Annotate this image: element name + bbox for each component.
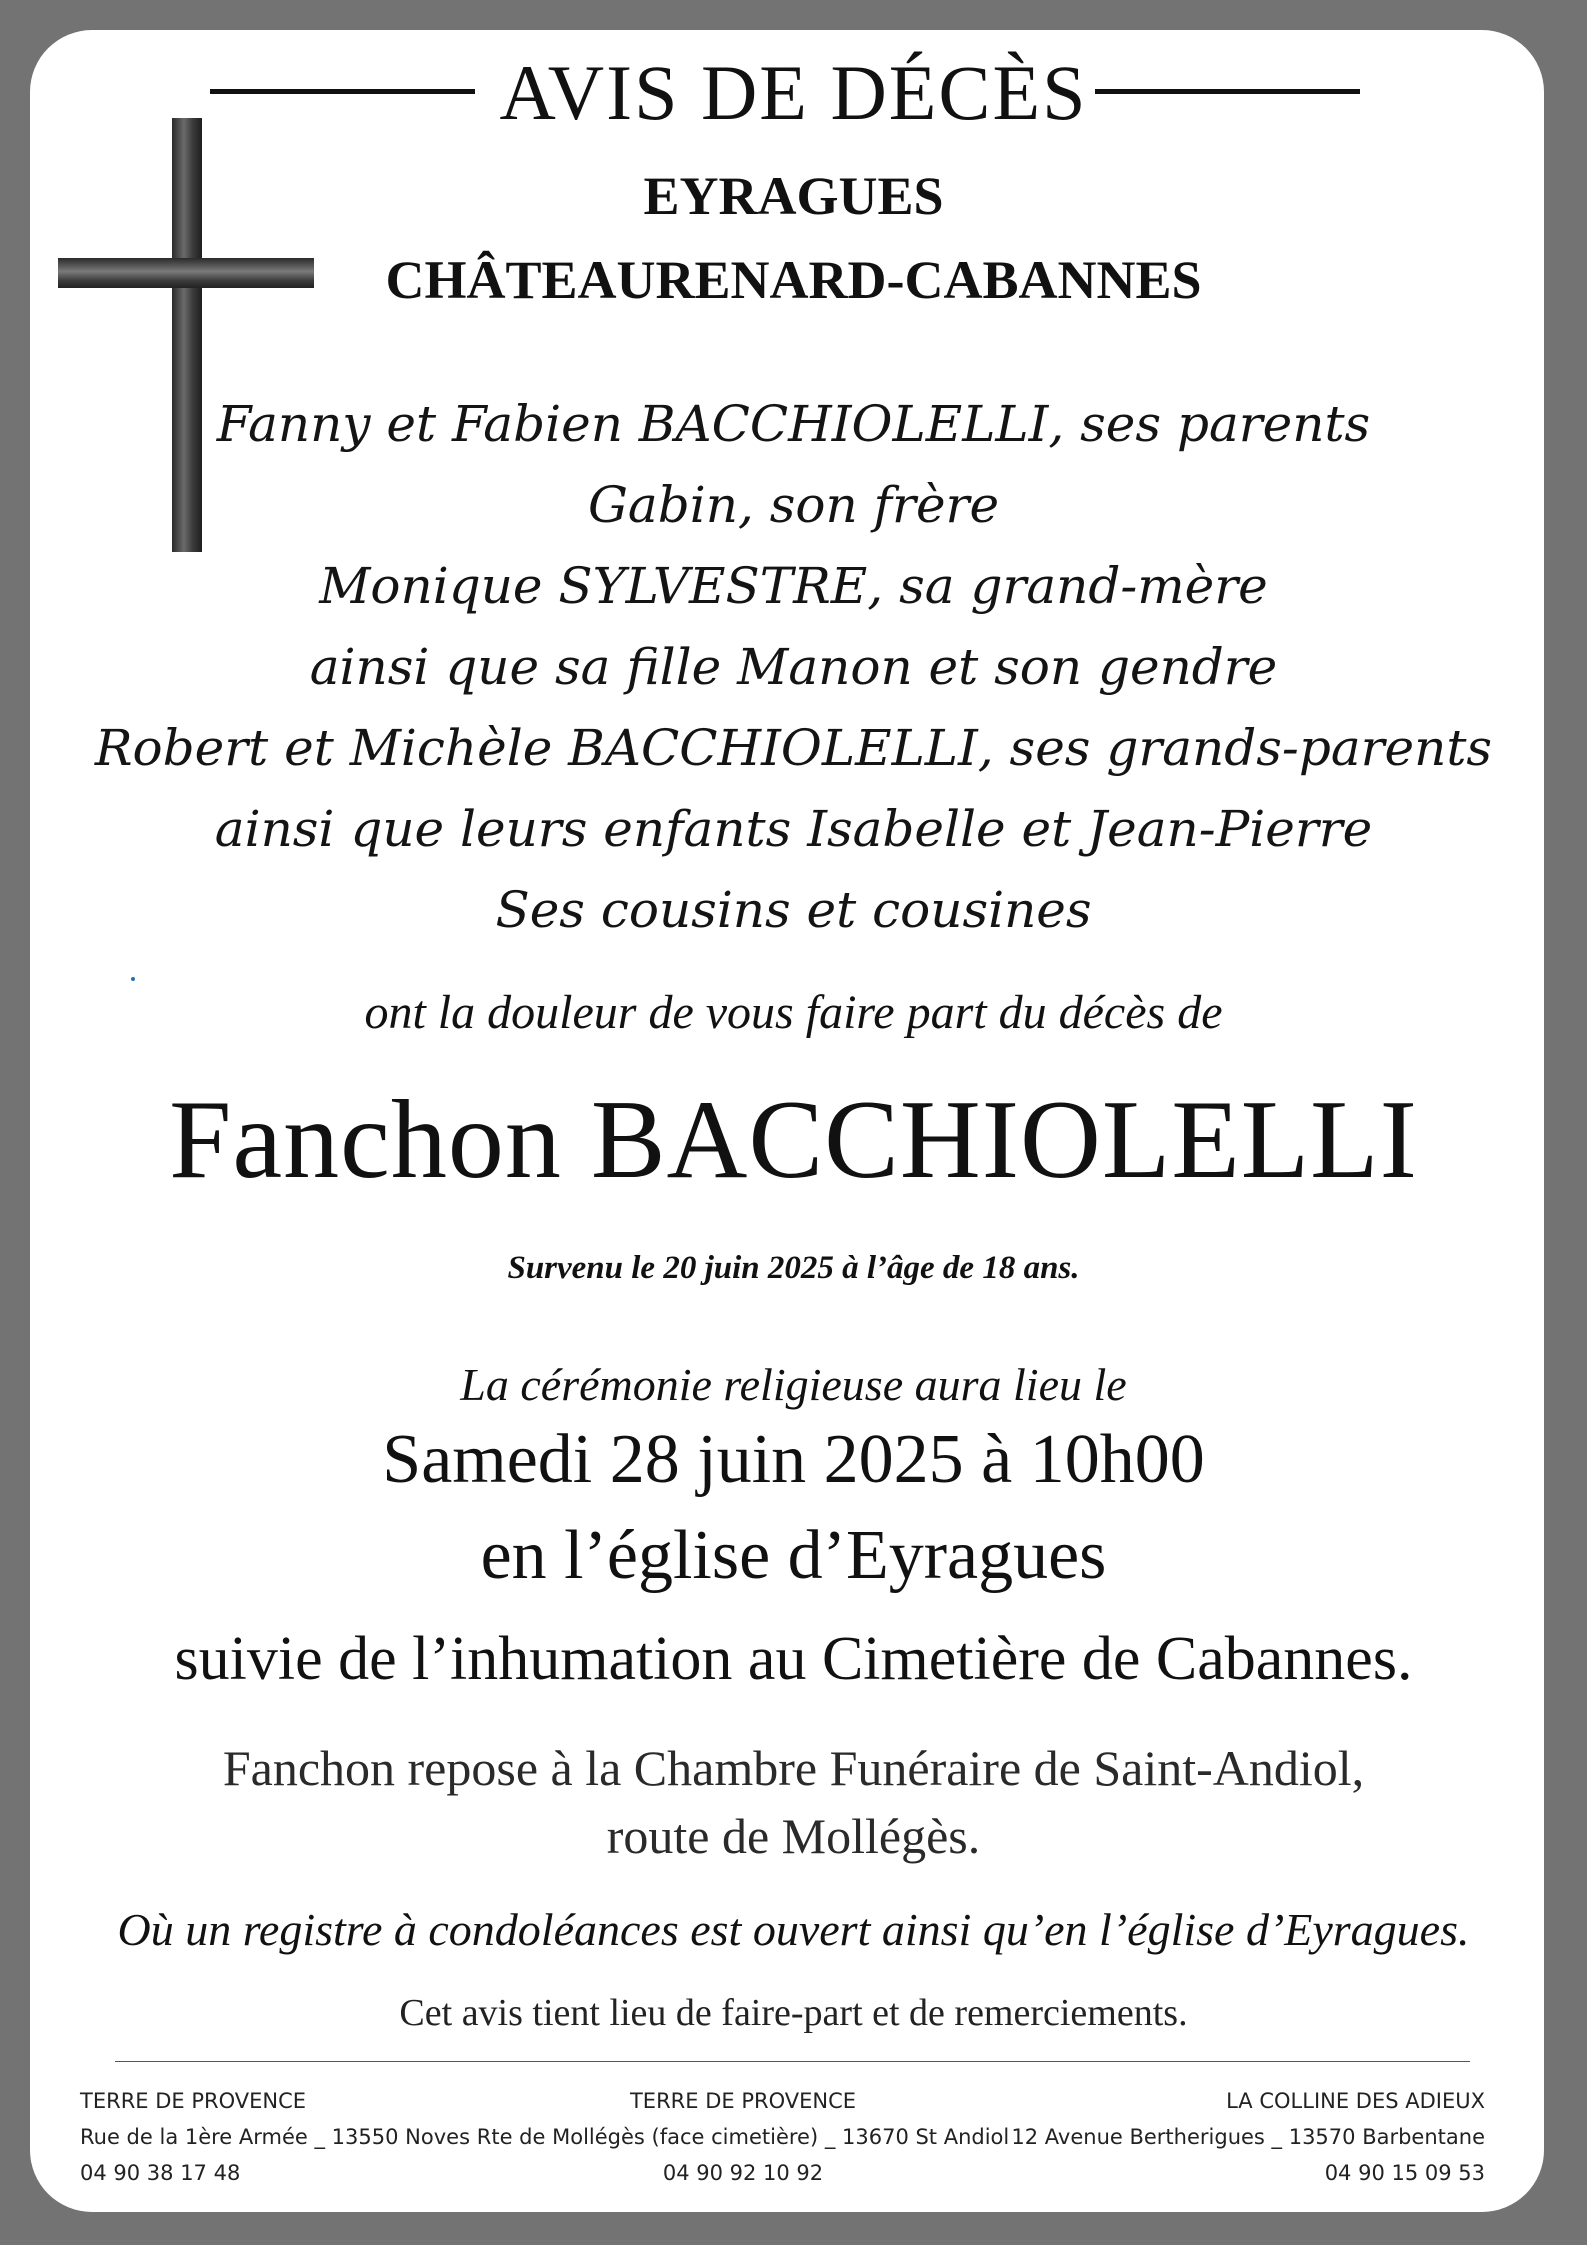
office-name: LA COLLINE DES ADIEUX: [1226, 2089, 1485, 2113]
repose-line-1: Fanchon repose à la Chambre Funéraire de Saint-Andiol,: [222, 1740, 1365, 1796]
death-info: Survenu le 20 juin 2025 à l’âge de 18 ans.: [507, 1250, 1080, 1286]
ceremony-place: en l’église d’Eyragues: [480, 1517, 1107, 1594]
office-name: TERRE DE PROVENCE: [629, 2089, 857, 2113]
repose-line-2: route de Mollégès.: [606, 1808, 981, 1864]
notice-remark: Cet avis tient lieu de faire-part et de remerciements.: [399, 1992, 1188, 2034]
office-phone: 04 90 38 17 48: [80, 2161, 241, 2185]
notice-title: AVIS DE DÉCÈS: [499, 49, 1088, 136]
announcement: ont la douleur de vous faire part du décès de: [364, 986, 1223, 1039]
office-phone: 04 90 15 09 53: [1324, 2161, 1485, 2185]
office-st-andiol: [443, 2083, 1043, 2191]
family-line: Fanny et Fabien BACCHIOLELLI, ses parents: [216, 395, 1371, 453]
family-list: [0, 384, 1587, 951]
town-eyragues: EYRAGUES: [643, 166, 944, 226]
family-line: Gabin, son frère: [587, 476, 1000, 534]
stray-dot: [131, 977, 135, 981]
registry-note: Où un registre à condoléances est ouvert ainsi qu’en l’église d’Eyragues.: [117, 1904, 1470, 1955]
office-address: Rte de Mollégès (face cimetière) _ 13670 St Andiol: [476, 2125, 1010, 2149]
footer-divider: [115, 2061, 1470, 2062]
deceased-name: Fanchon BACCHIOLELLI: [169, 1078, 1418, 1202]
family-line: Ses cousins et cousines: [495, 881, 1092, 939]
family-line: Robert et Michèle BACCHIOLELLI, ses grands-parents: [94, 719, 1493, 777]
office-name: TERRE DE PROVENCE: [80, 2089, 307, 2113]
family-line: ainsi que leurs enfants Isabelle et Jean-Pierre: [214, 800, 1373, 858]
office-barbentane: [1011, 2083, 1485, 2191]
ceremony-datetime: Samedi 28 juin 2025 à 10h00: [382, 1421, 1205, 1498]
office-address: Rue de la 1ère Armée _ 13550 Noves: [80, 2125, 471, 2149]
office-noves: [80, 2083, 470, 2191]
burial-info: suivie de l’inhumation au Cimetière de Cabannes.: [174, 1625, 1413, 1693]
office-address: 12 Avenue Bertherigues _ 13570 Barbentane: [1011, 2125, 1485, 2149]
town-chateaurenard-cabannes: CHÂTEAURENARD-CABANNES: [385, 250, 1202, 310]
family-line: Monique SYLVESTRE, sa grand-mère: [319, 557, 1268, 615]
office-phone: 04 90 92 10 92: [662, 2161, 824, 2185]
family-line: ainsi que sa fille Manon et son gendre: [309, 638, 1278, 696]
ceremony-intro: La cérémonie religieuse aura lieu le: [460, 1359, 1127, 1410]
